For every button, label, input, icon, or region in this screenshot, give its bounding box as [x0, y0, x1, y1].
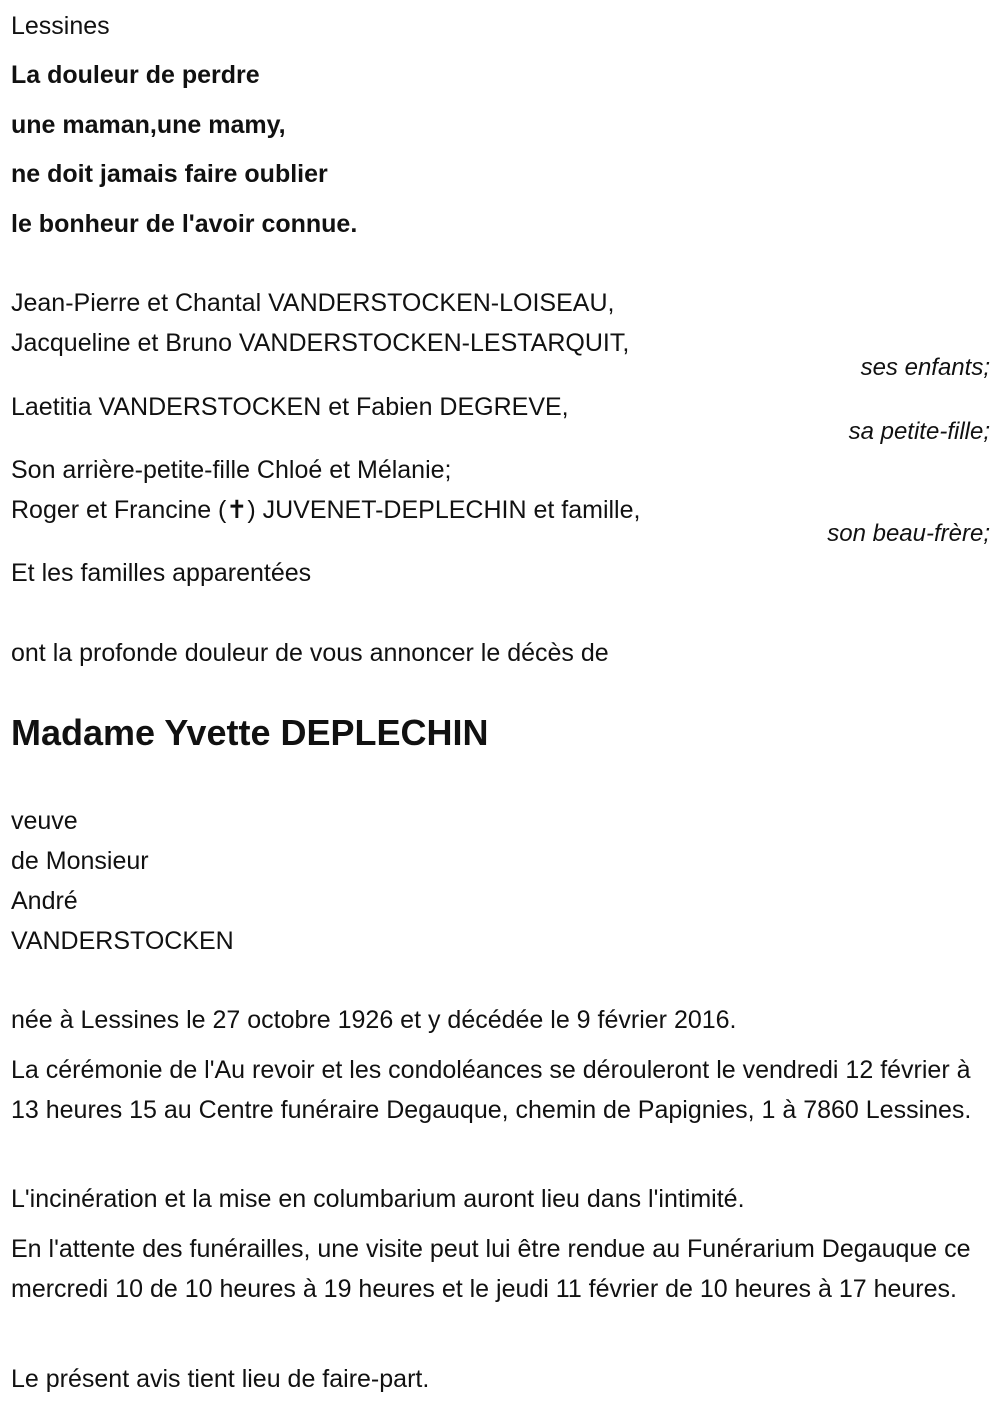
widow-line: de Monsieur	[11, 847, 149, 875]
cremation-paragraph: L'incinération et la mise en columbarium auront lieu dans l'intimité.	[11, 1185, 745, 1213]
deceased-name: Madame Yvette DEPLECHIN	[11, 712, 489, 753]
visit-paragraph: En l'attente des funérailles, une visite peut lui être rendue au Funérarium Degauque ce mercredi 10 de 10 heures à 19 heures et le jeudi 11 février de 10 heures à 17 heures.	[11, 1235, 971, 1303]
brother-in-law-role: son beau-frère;	[827, 520, 990, 547]
poem-line: le bonheur de l'avoir connue.	[11, 210, 358, 238]
poem-line: La douleur de perdre	[11, 61, 260, 89]
children-role: ses enfants;	[860, 354, 990, 381]
family-relatives: Et les familles apparentées	[11, 559, 312, 587]
announcement: ont la profonde douleur de vous annoncer le décès de	[11, 639, 609, 667]
widow-line: veuve	[11, 807, 78, 835]
granddaughter-role: sa petite-fille;	[848, 418, 990, 445]
ceremony-paragraph: La cérémonie de l'Au revoir et les condoléances se dérouleront le vendredi 12 février à 13 heures 15 au Centre funéraire Degauque, chemin de Papignies, 1 à 7860 Lessines.	[11, 1056, 972, 1124]
family-granddaughter: Laetitia VANDERSTOCKEN et Fabien DEGREVE,	[11, 393, 569, 421]
birth-death-paragraph: née à Lessines le 27 octobre 1926 et y décédée le 9 février 2016.	[11, 1006, 737, 1034]
place: Lessines	[11, 12, 110, 40]
poem-line: une maman,une mamy,	[11, 111, 286, 139]
family-children: Jacqueline et Bruno VANDERSTOCKEN-LESTARQUIT,	[11, 329, 630, 357]
widow-line: VANDERSTOCKEN	[11, 927, 234, 955]
poem-line: ne doit jamais faire oublier	[11, 160, 328, 188]
widow-line: André	[11, 887, 78, 915]
family-children: Jean-Pierre et Chantal VANDERSTOCKEN-LOISEAU,	[11, 289, 615, 317]
family-brother-in-law: Roger et Francine (✝) JUVENET-DEPLECHIN et famille,	[11, 496, 641, 524]
closing-paragraph: Le présent avis tient lieu de faire-part.	[11, 1365, 430, 1393]
family-great-grandchildren: Son arrière-petite-fille Chloé et Mélanie;	[11, 456, 452, 484]
